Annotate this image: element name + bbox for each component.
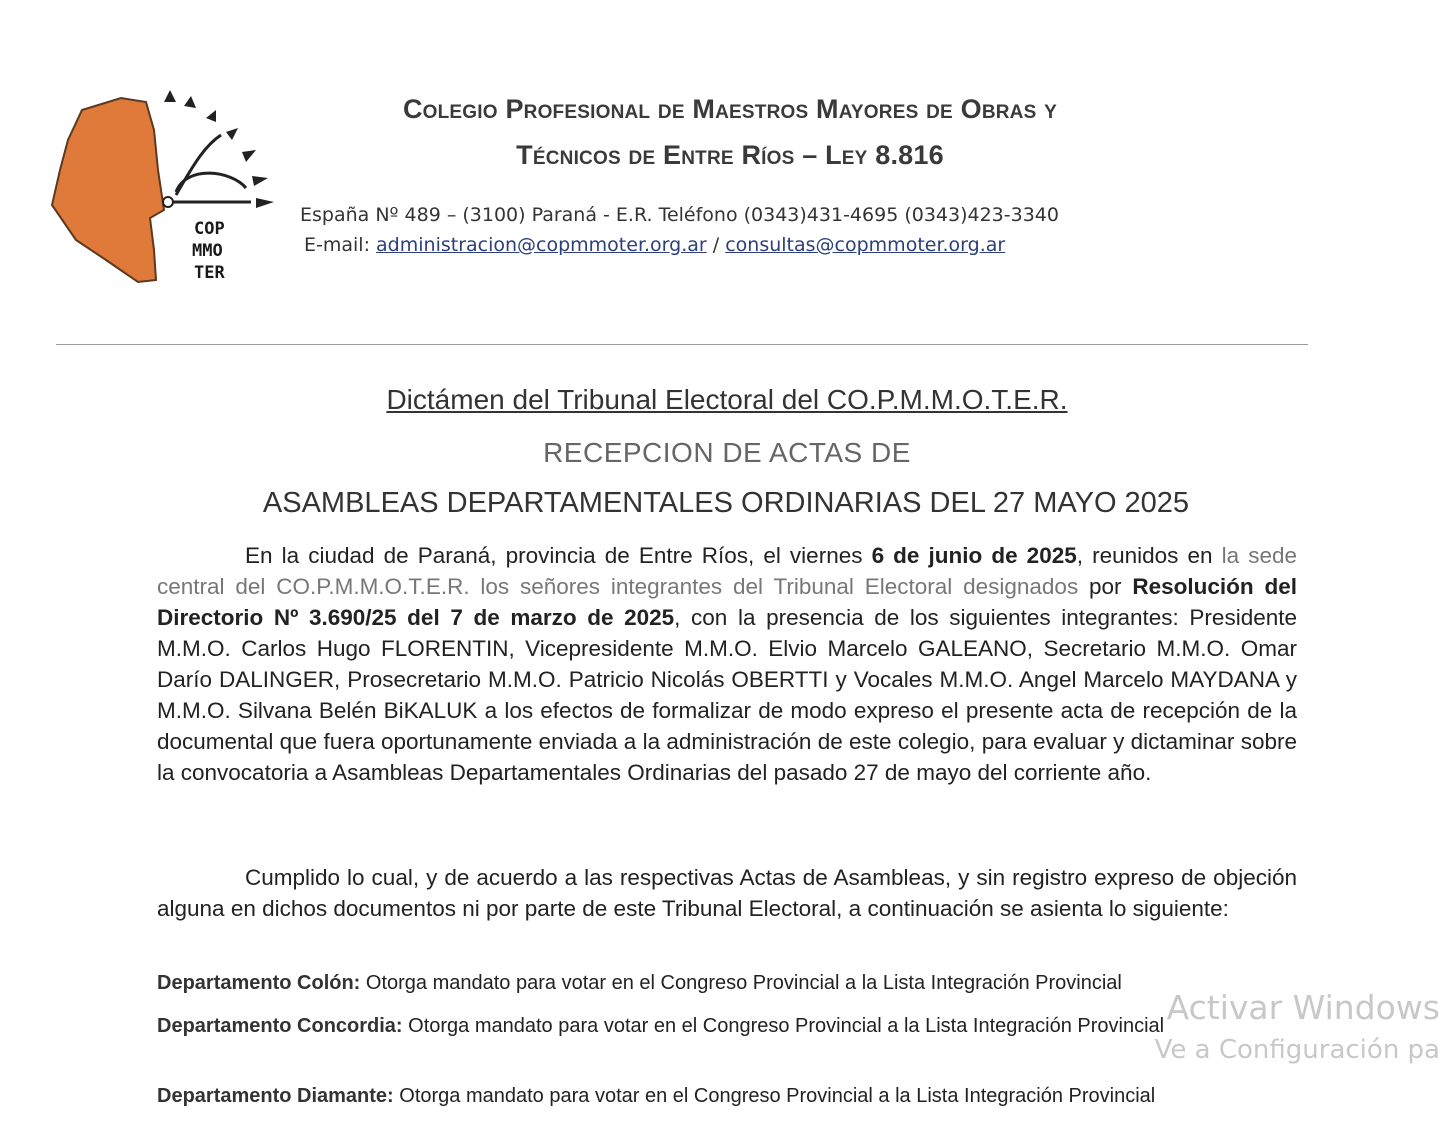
p1-text-d: por — [1078, 574, 1133, 599]
department-text: Otorga mandato para votar en el Congreso Provincial a la Lista Integración Provincial — [393, 1085, 1156, 1107]
document-subtitle-2: ASAMBLEAS DEPARTAMENTALES ORDINARIAS DEL 27 MAYO 2025 — [262, 487, 1190, 519]
header-divider — [56, 344, 1308, 345]
org-name-line2: Técnicos de Entre Ríos – Ley 8.816 — [516, 140, 944, 170]
department-name: Departamento Colón: — [157, 972, 361, 994]
windows-activation-watermark — [1155, 988, 1440, 1068]
p1-text-b: , reunidos en — [1076, 543, 1222, 568]
document-title: Dictámen del Tribunal Electoral del CO.P.M.M.O.T.E.R. — [386, 384, 1068, 415]
department-text: Otorga mandato para votar en el Congreso Provincial a la Lista Integración Provincial — [360, 972, 1122, 994]
organization-logo — [46, 90, 286, 290]
address-line: España Nº 489 – (3100) Paraná - E.R. Teléfono (0343)431-4695 (0343)423-3340 — [300, 204, 1059, 226]
document-subtitle-1: RECEPCION DE ACTAS DE — [543, 437, 911, 468]
org-name-line1: Colegio Profesional de Maestros Mayores de Obras y — [402, 94, 1058, 124]
department-entry — [157, 1083, 1297, 1110]
watermark-line1: Activar Windows — [1166, 988, 1440, 1027]
entre-rios-map-shape — [52, 98, 164, 282]
resolution-reference: Resolución del Directorio Nº 3.690/25 del 7 de marzo de 2025 — [157, 574, 1297, 630]
department-name: Departamento Concordia: — [157, 1015, 403, 1037]
meeting-date: 6 de junio de 2025 — [871, 543, 1077, 568]
department-text: Otorga mandato para votar en el Congreso Provincial a la Lista Integración Provincial — [402, 1015, 1165, 1037]
department-entry — [157, 1013, 1297, 1040]
email-separator: / — [712, 234, 720, 256]
p1-text-c: la sede central del CO.P.M.M.O.T.E.R. los señores integrantes del Tribunal Electoral designados — [157, 543, 1298, 599]
paragraph-2: Cumplido lo cual, y de acuerdo a las respectivas Actas de Asambleas, y sin registro expreso de objeción alguna en dichos documentos ni por parte de este Tribunal Electoral, a continuación se asienta lo siguiente: — [157, 865, 1297, 921]
paragraph-1 — [157, 540, 1297, 788]
svg-text:MMO: MMO — [192, 241, 223, 261]
parana-marker — [163, 197, 173, 207]
email-admin-link[interactable]: administracion@copmmoter.org.ar — [376, 234, 707, 256]
svg-text:TER: TER — [194, 263, 225, 283]
department-entry — [157, 970, 1297, 997]
p1-text-a: En la ciudad de Paraná, provincia de Entre Ríos, el viernes — [245, 543, 872, 568]
watermark-line2: Ve a Configuración pa — [1154, 1035, 1440, 1065]
department-name: Departamento Diamante: — [157, 1085, 394, 1107]
email-line — [304, 234, 1005, 256]
logo-text: COP — [194, 219, 225, 239]
email-consultas-link[interactable]: consultas@copmmoter.org.ar — [725, 234, 1006, 256]
email-label: E-mail: — [304, 234, 370, 256]
p1-text-e: , con la presencia de los siguientes integrantes: Presidente M.M.O. Carlos Hugo FLORENTIN, Vicepresidente M.M.O. Elvio Marcelo GALEANO, Secretario M.M.O. Omar Darío DALINGER, Prosecretario M.M.O. Patricio Nicolás OBERTTI y Vocales M.M.O. Angel Marcelo MAYDANA y M.M.O. Silvana Belén BiKALUK a los efectos de formalizar de modo expreso el presente acta de recepción de la documental que fuera oportunamente enviada a la administración de este colegio, para evaluar y dictaminar sobre la convocatoria a Asambleas Departamentales Ordinarias del pasado 27 de mayo del corriente año. — [157, 605, 1297, 785]
